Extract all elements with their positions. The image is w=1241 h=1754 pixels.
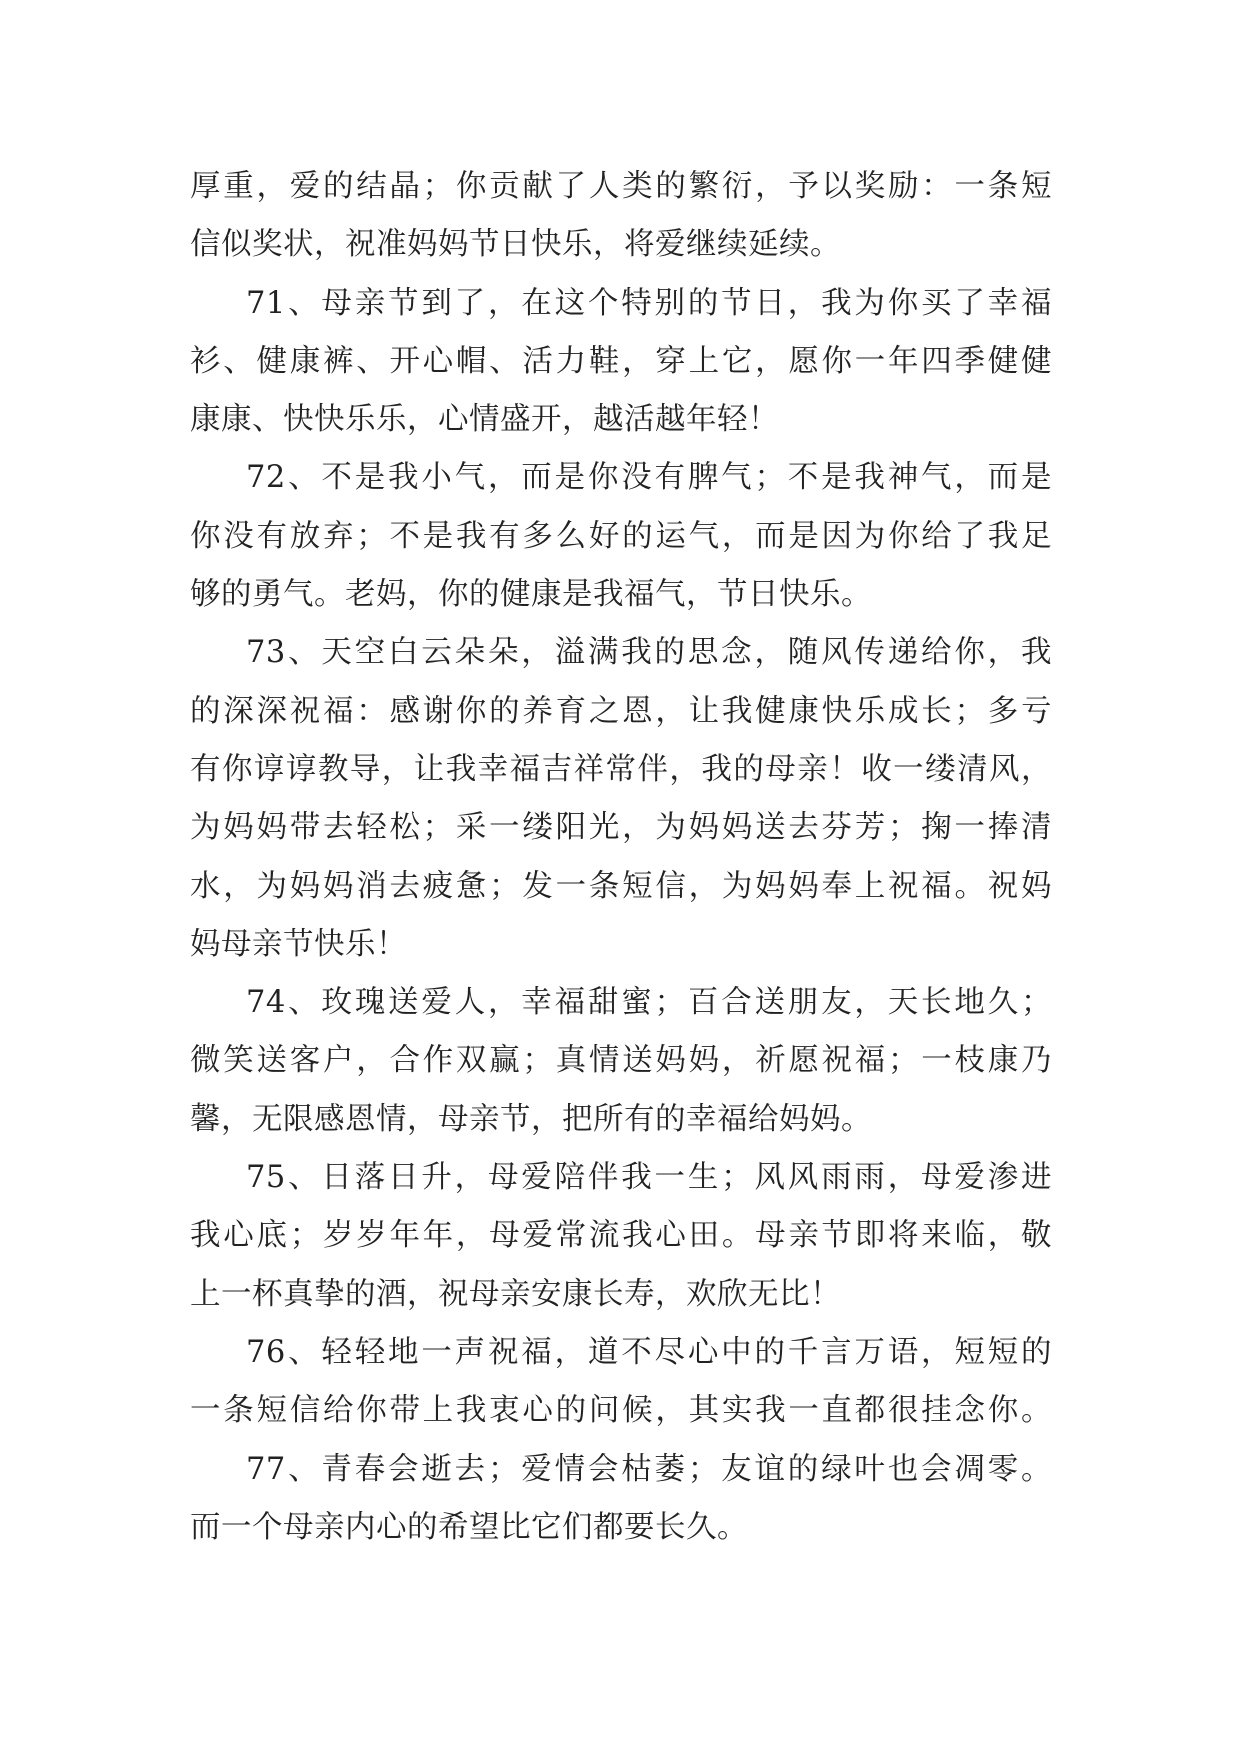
text-line: 够的勇气。老妈，你的健康是我福气，节日快乐。: [190, 577, 872, 613]
text-line: 馨，无限感恩情，母亲节，把所有的幸福给妈妈。: [190, 1101, 872, 1137]
text-line: 77、青春会逝去；爱情会枯萎；友谊的绿叶也会凋零。: [246, 1451, 1052, 1487]
text-line: 71、母亲节到了，在这个特别的节日，我为你买了幸福: [246, 285, 1052, 321]
text-line: 康康、快快乐乐，心情盛开，越活越年轻！: [190, 402, 779, 438]
text-line: 的深深祝福：感谢你的养育之恩，让我健康快乐成长；多亏: [190, 693, 1052, 729]
text-line: 73、天空白云朵朵，溢满我的思念，随风传递给你，我: [246, 635, 1052, 671]
text-line: 信似奖状，祝准妈妈节日快乐，将爱继续延续。: [190, 227, 841, 263]
text-line: 厚重，爱的结晶；你贡献了人类的繁衍，予以奖励：一条短: [190, 169, 1052, 204]
text-line: 一条短信给你带上我衷心的问候，其实我一直都很挂念你。: [190, 1393, 1052, 1429]
text-line: 衫、健康裤、开心帽、活力鞋，穿上它，愿你一年四季健健: [190, 343, 1052, 379]
text-line: 妈母亲节快乐！: [190, 926, 407, 962]
text-line: 你没有放弃；不是我有多么好的运气，而是因为你给了我足: [190, 518, 1052, 554]
text-line: 水，为妈妈消去疲惫；发一条短信，为妈妈奉上祝福。祝妈: [190, 868, 1052, 904]
text-line: 为妈妈带去轻松；采一缕阳光，为妈妈送去芬芳；掬一捧清: [190, 810, 1052, 846]
text-line: 74、玫瑰送爱人，幸福甜蜜；百合送朋友，天长地久；: [246, 985, 1052, 1021]
text-line: 我心底；岁岁年年，母爱常流我心田。母亲节即将来临，敬: [190, 1218, 1052, 1254]
text-line: 72、不是我小气，而是你没有脾气；不是我神气，而是: [246, 460, 1052, 496]
text-line: 75、日落日升，母爱陪伴我一生；风风雨雨，母爱渗进: [246, 1160, 1052, 1196]
text-line: 76、轻轻地一声祝福，道不尽心中的千言万语，短短的: [246, 1334, 1052, 1370]
text-line: 而一个母亲内心的希望比它们都要长久。: [190, 1509, 748, 1545]
document-body: [190, 158, 1052, 1557]
text-line: 上一杯真挚的酒，祝母亲安康长寿，欢欣无比！: [190, 1276, 841, 1312]
text-line: 有你谆谆教导，让我幸福吉祥常伴，我的母亲！收一缕清风，: [190, 751, 1052, 787]
text-line: 微笑送客户，合作双赢；真情送妈妈，祈愿祝福；一枝康乃: [190, 1043, 1052, 1079]
